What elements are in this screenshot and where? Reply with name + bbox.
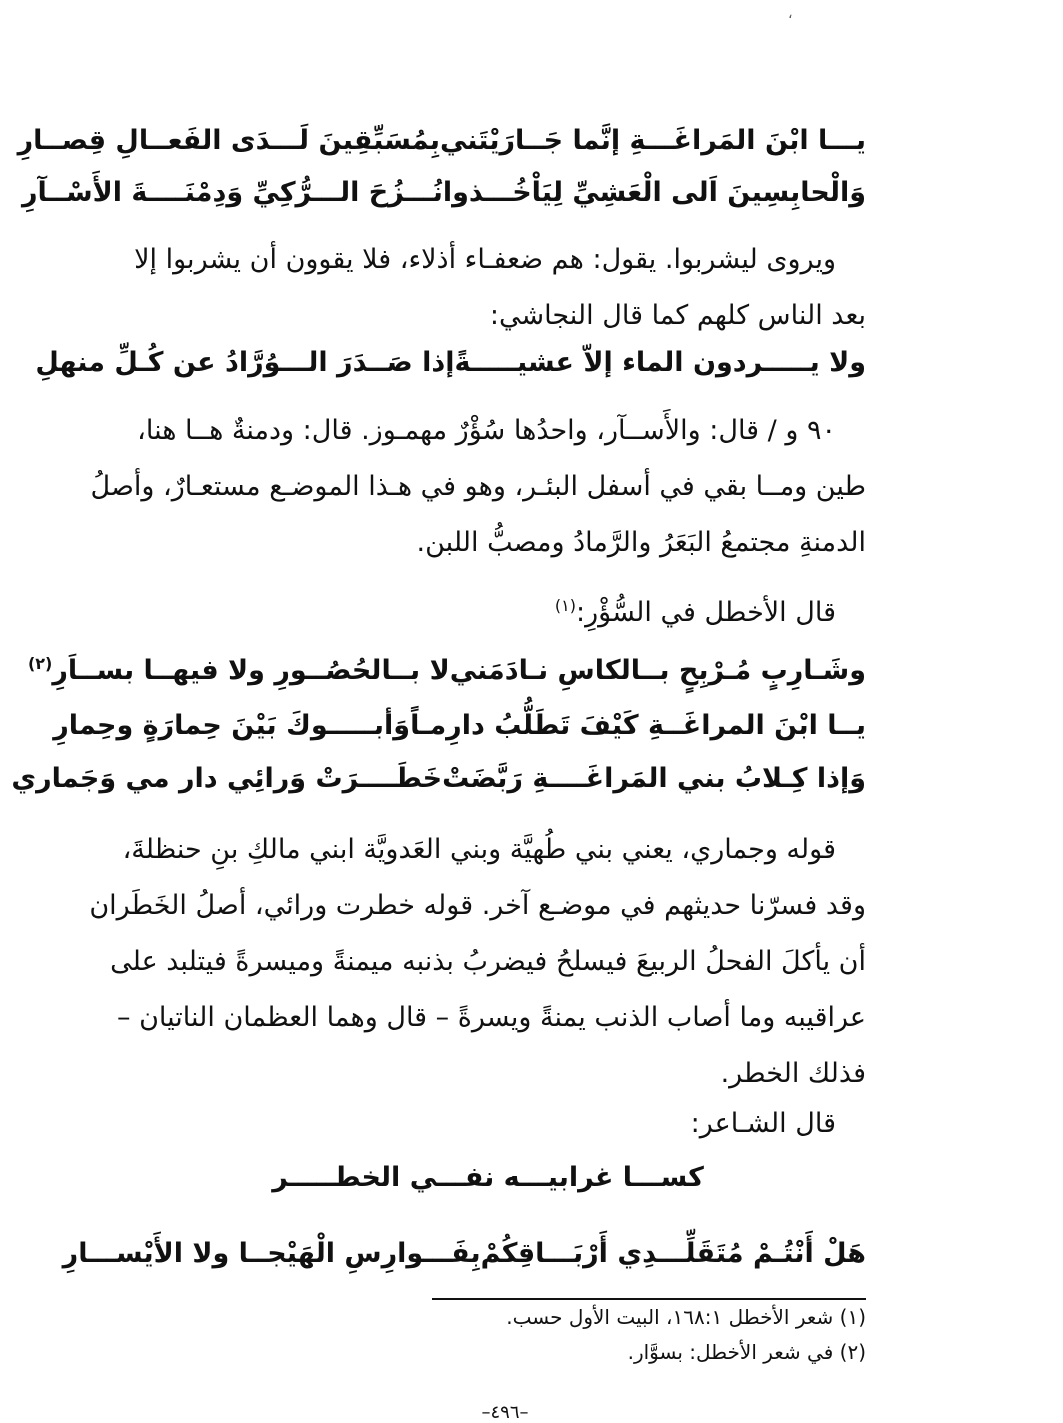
paragraph xyxy=(89,822,866,1102)
footnote: (٢) في شعر الأخطل: بسوَّار. xyxy=(627,1340,866,1364)
footnote-divider xyxy=(432,1298,866,1300)
footnote-ref: (١) xyxy=(554,596,576,615)
section-heading xyxy=(555,596,836,628)
paragraph-line: طين ومــا بقي في أسفل البئـر، وهو في هـذا الموضـع مستعـارٌ، وأصلُ xyxy=(90,471,866,502)
paragraph-line: ٩٠ و / قال: والأَســآر، واحدُها سُؤْرٌ مهمـوز. قال: ودمنةٌ هــا هنا، xyxy=(137,415,836,446)
paragraph-line: عراقيبه وما أصاب الذنب يمنةً ويسرةً – قال وهما العظمان الناتيان – xyxy=(117,1002,866,1033)
verse-line xyxy=(17,120,866,160)
verse-second-hemistich: نُـــزُحَ الـــرُّكِيِّ وَدِمْنَــــةَ الأَسْــآرِ xyxy=(21,176,443,208)
verse-first-hemistich: ولا يـــــردون الماء إلاّ عشيـــــةً xyxy=(454,346,866,378)
verse-first-hemistich: وَالْحابِسِينَ اَلى الْعَشِيِّ لِيَاْخُـــذوا xyxy=(442,176,866,208)
verse-first-hemistich: يـــا ابْنَ المَراغَـــةِ إنَّما جَــارَيْتَني xyxy=(439,124,866,156)
paragraph-line: أن يأكلَ الفحلُ الربيعَ فيسلحُ فيضربُ بذنبه ميمنةً وميسرةً فيتلبد على xyxy=(110,946,866,977)
verse-second-hemistich: لا بــالحُصُــورِ ولا فيهــا بســاَرِ$^{(٢)}$ xyxy=(27,654,450,686)
verse-line xyxy=(53,705,866,745)
verse-first-hemistich: هَلْ أَنْتُـمْ مُتَقَلِّـــدِي أَرْبَـــاقِكُمْ xyxy=(480,1237,866,1269)
paragraph-line: فذلك الخطر. xyxy=(720,1058,866,1089)
paragraph xyxy=(110,232,866,344)
verse-line xyxy=(35,342,866,382)
verse-line xyxy=(27,650,866,690)
paragraph-line: قوله وجماري، يعني بني طُهيَّة وبني العَدويَّة ابني مالكِ بنِ حنظلةَ، xyxy=(122,834,836,865)
verse-first-hemistich: يــا ابْنَ المراغَــةِ كَيْفَ تَطَلُّبُ دارِمـاً xyxy=(410,709,866,741)
paragraph-line: ويروى ليشربوا. يقول: هم ضعفـاء أذلاء، فلا يقوون أن يشربوا إلا xyxy=(134,244,836,275)
verse-line xyxy=(11,758,866,798)
paragraph-line: بعد الناس كلهم كما قال النجاشي: xyxy=(489,300,866,331)
verse-second-hemistich: بِمُسَبِّقِينَ لَـــدَى الفَعــالِ قِصــارِ xyxy=(17,124,440,156)
verse-first-hemistich: وشَـارِبٍ مُـرْبِحٍ بــالكاسِ نـادَمَني xyxy=(449,654,866,686)
footnote: (١) شعر الأخطل ١٦٨:١، البيت الأول حسب. xyxy=(506,1305,866,1329)
verse-line xyxy=(62,1233,866,1273)
verse-line xyxy=(21,172,866,212)
section-heading: قال الشـاعر: xyxy=(690,1108,836,1139)
page-number: –٤٩٦– xyxy=(481,1402,529,1423)
verse-second-hemistich: بِفَـــوارِسِ الْهَيْجــا ولا الأَيْســـارِ xyxy=(62,1237,481,1269)
verse-second-hemistich: خَطَــــرَتْ وَرائِي دار مي وَجَماري xyxy=(11,762,443,794)
corner-mark: ، xyxy=(788,6,793,22)
footnote-ref: (٢) xyxy=(27,654,53,673)
verse-first-hemistich: وَإذا كِـلابُ بني المَراغَــــةِ رَبَّضَتْ xyxy=(442,762,866,794)
centered-title: كســـا غرابيـــه نفـــي الخطـــــر xyxy=(272,1162,704,1193)
paragraph-line: وقد فسرّنا حديثهم في موضـع آخر. قوله خطرت ورائي، أصلُ الخَطَران xyxy=(89,890,866,921)
paragraph xyxy=(90,403,866,571)
verse-second-hemistich: وَأبـــــوكَ بَيْنَ حِمارَةٍ وحِمارِ xyxy=(53,709,411,741)
heading-text: قال الأخطل في السُّؤْرِ: xyxy=(576,597,836,628)
paragraph-line: الدمنةِ مجتمعُ البَعَرُ والرَّمادُ ومصبُّ اللبن. xyxy=(416,527,866,558)
verse-second-hemistich: إذا صَــدَرَ الـــوُرَّادُ عن كُـلِّ منهلِ xyxy=(35,346,455,378)
